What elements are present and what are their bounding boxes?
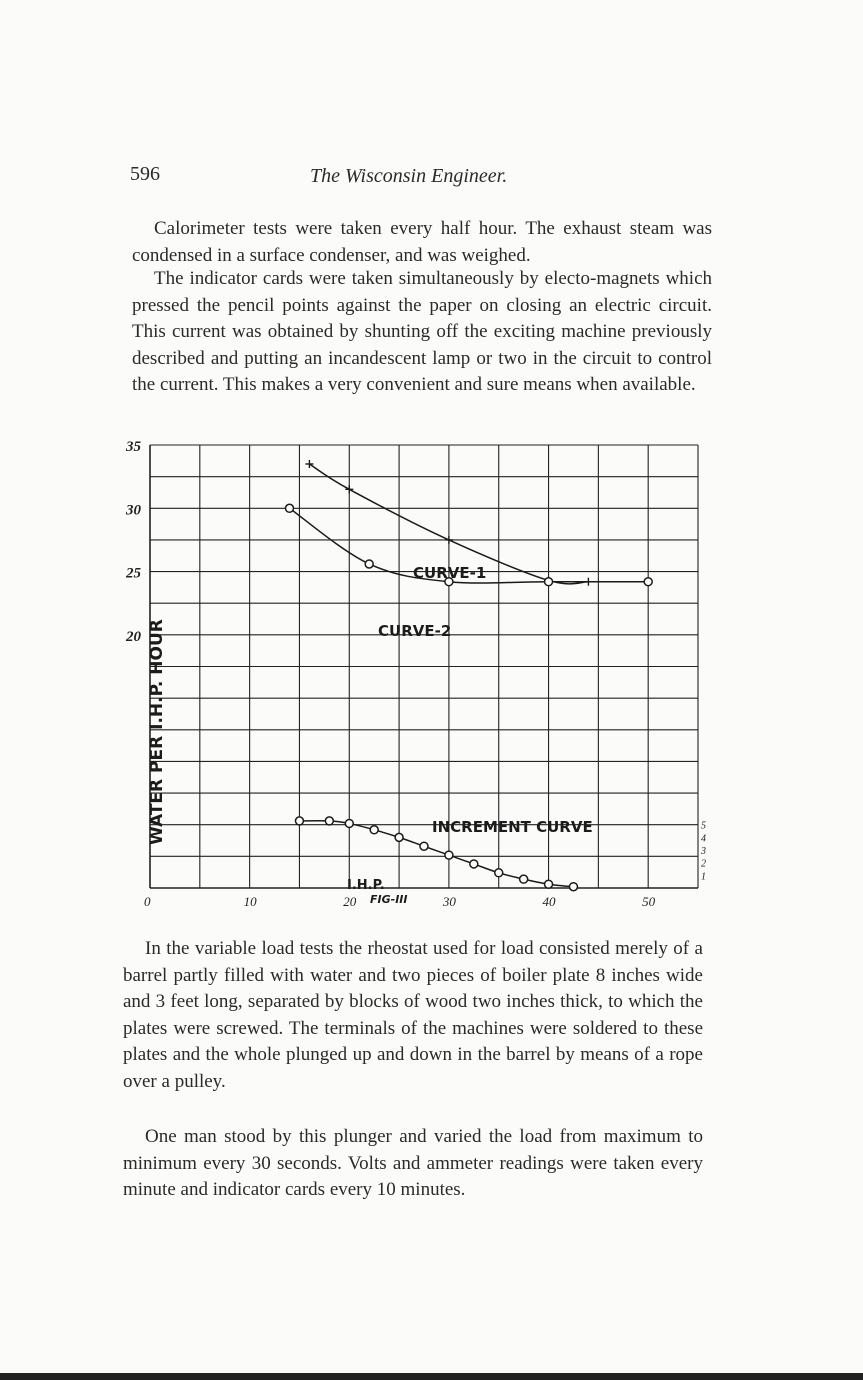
right-tick-label: 1 bbox=[701, 871, 706, 883]
x-tick-label: 40 bbox=[542, 894, 556, 909]
right-tick-label: 4 bbox=[701, 833, 706, 845]
data-point bbox=[395, 833, 403, 841]
x-tick-label: 30 bbox=[442, 894, 456, 909]
data-point bbox=[445, 536, 453, 544]
x-tick-label: 10 bbox=[243, 894, 257, 909]
right-tick-label: 5 bbox=[701, 820, 706, 832]
data-point bbox=[470, 860, 478, 868]
y-tick-label: 30 bbox=[126, 502, 141, 519]
data-point bbox=[285, 504, 293, 512]
data-point bbox=[420, 842, 428, 850]
data-point bbox=[445, 851, 453, 859]
paragraph-3: In the variable load tests the rheostat used for load consisted merely of a barrel partly filled with water and two pieces of boiler plate 8 inches wide and 3 feet long, separated by blocks of wood two inches thick, to which the plates were screwed. The terminals of the machines were soldered to these plates and the whole plunged up and down in the barrel by means of a rope over a pulley. bbox=[123, 938, 703, 1092]
increment-curve-label: INCREMENT CURVE bbox=[432, 818, 593, 836]
data-point bbox=[495, 869, 503, 877]
paragraph-4: One man stood by this plunger and varied the load from maximum to minimum every 30 seconds. Volts and ammeter readings were taken every minute and indicator cards every 10 minutes. bbox=[123, 1126, 703, 1200]
page-edge-rule bbox=[0, 1373, 863, 1380]
data-point bbox=[569, 883, 577, 891]
y-tick-label: 25 bbox=[126, 565, 141, 582]
x-tick-label: 50 bbox=[642, 894, 656, 909]
data-point bbox=[644, 578, 652, 586]
data-point bbox=[345, 819, 353, 827]
right-tick-label: 3 bbox=[701, 846, 706, 858]
data-point bbox=[325, 817, 333, 825]
curve-1-label: CURVE-1 bbox=[413, 564, 487, 582]
page-number: 596 bbox=[130, 163, 160, 185]
y-axis-label: WATER PER I.H.P. HOUR bbox=[147, 619, 167, 845]
data-point bbox=[545, 880, 553, 888]
y-tick-label: 20 bbox=[126, 628, 141, 645]
data-point bbox=[370, 826, 378, 834]
data-point bbox=[365, 560, 373, 568]
x-axis-label: I.H.P. bbox=[347, 878, 385, 893]
data-point bbox=[520, 875, 528, 883]
paragraph-1: Calorimeter tests were taken every half hour. The exhaust steam was condensed in a surface condenser, and was weighed. bbox=[132, 218, 712, 266]
data-point bbox=[305, 460, 313, 468]
data-point bbox=[345, 485, 353, 493]
y-tick-label: 35 bbox=[126, 439, 141, 455]
curve-2-label: CURVE-2 bbox=[378, 622, 452, 640]
x-tick-label: 0 bbox=[144, 894, 151, 909]
data-point bbox=[545, 578, 553, 586]
paragraph-2: The indicator cards were taken simultaneously by electo-magnets which pressed the pencil points against the paper on closing an electric circuit. This current was obtained by shunting off the exciting machine previously described and putting an incandescent lamp or two in the circuit to control the current. This makes a very convenient and sure means when available. bbox=[132, 268, 712, 395]
figure-label: FIG-III bbox=[370, 893, 408, 906]
axis-labels bbox=[125, 439, 706, 909]
right-tick-label: 2 bbox=[701, 858, 706, 870]
x-tick-label: 20 bbox=[343, 894, 357, 909]
running-head: The Wisconsin Engineer. bbox=[310, 165, 508, 187]
data-point bbox=[295, 817, 303, 825]
chart-grid bbox=[150, 445, 698, 888]
